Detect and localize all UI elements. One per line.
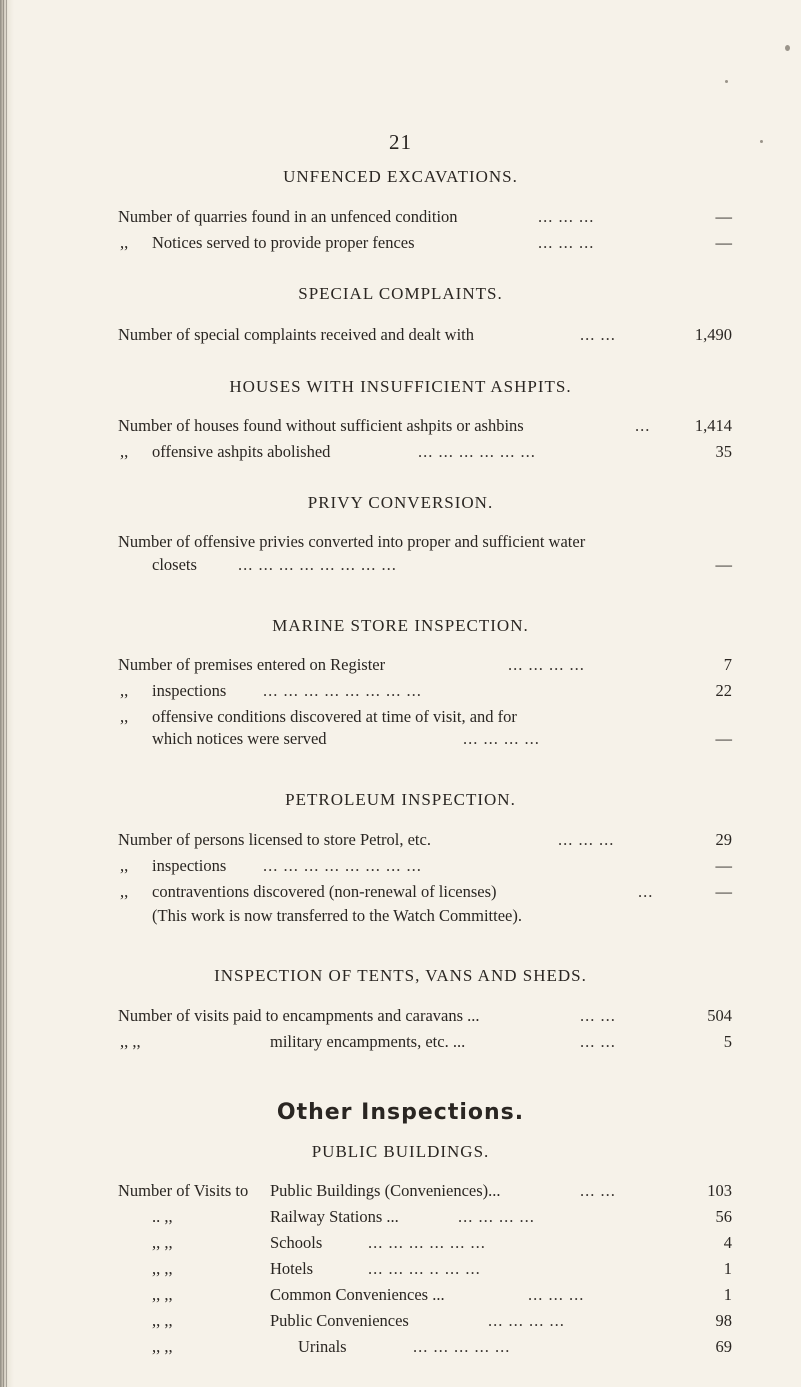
- leader-dots: ... ... ... ... ... ... ... ...: [263, 856, 422, 875]
- row-label: Notices served to provide proper fences: [152, 233, 415, 252]
- section-heading-marine: MARINE STORE INSPECTION.: [272, 616, 529, 635]
- note-row: [118, 905, 732, 927]
- ditto-mark: ,, ,,: [152, 1233, 173, 1252]
- row-value: —: [715, 555, 732, 574]
- row-label: Number of premises entered on Register: [118, 655, 386, 674]
- table-row: [118, 324, 732, 346]
- table-row: [118, 829, 732, 851]
- table-row: [118, 1336, 732, 1358]
- table-row: [118, 1310, 732, 1332]
- row-value: 7: [723, 655, 732, 674]
- leader-dots: ... ...: [580, 1032, 616, 1051]
- table-row: [118, 855, 732, 877]
- section-heading-privy: PRIVY CONVERSION.: [307, 493, 494, 512]
- row-value: —: [715, 729, 732, 748]
- leader-dots: ... ... ...: [538, 207, 595, 226]
- table-row: [118, 554, 732, 576]
- row-value: 4: [723, 1233, 732, 1252]
- page-number: 21: [389, 130, 412, 154]
- table-row: [118, 654, 732, 676]
- row-label: Number of visits paid to encampments and caravans ...: [118, 1006, 480, 1025]
- row-value: 35: [715, 442, 732, 461]
- section-heading-ashpits: HOUSES WITH INSUFFICIENT ASHPITS.: [229, 377, 572, 396]
- ditto-mark: ,,: [120, 707, 129, 726]
- row-value: 98: [715, 1311, 732, 1330]
- row-label: Number of special complaints received and dealt with: [118, 325, 474, 344]
- row-label: Common Conveniences ...: [270, 1285, 445, 1304]
- table-row: [118, 1232, 732, 1254]
- leader-dots: ...: [635, 416, 651, 435]
- row-value: 1: [723, 1259, 732, 1278]
- leader-dots: ... ... ... ... ... ... ... ...: [238, 555, 397, 574]
- row-label: Number of persons licensed to store Petrol, etc.: [118, 830, 431, 849]
- row-value: —: [715, 856, 732, 875]
- row-value: 29: [715, 830, 732, 849]
- ditto-mark: .. ,,: [152, 1207, 173, 1226]
- ditto-mark: ,, ,,: [152, 1285, 173, 1304]
- row-label-line-1: Number of offensive privies converted into proper and sufficient water: [118, 532, 586, 551]
- leader-dots: ... ... ...: [528, 1285, 585, 1304]
- other-inspections-title: Other Inspections.: [276, 1100, 525, 1125]
- row-label: Schools: [270, 1233, 323, 1252]
- row-value: 56: [715, 1207, 732, 1226]
- row-value: 103: [707, 1181, 732, 1200]
- section-heading-tents: INSPECTION OF TENTS, VANS AND SHEDS.: [214, 966, 587, 985]
- leader-dots: ... ... ...: [538, 233, 595, 252]
- ditto-mark: ,,: [120, 442, 129, 461]
- table-row: [118, 206, 732, 228]
- leader-dots: ... ... ... ... ... ... ... ...: [263, 681, 422, 700]
- paper-speck: [785, 45, 790, 51]
- row-label: Public Conveniences: [270, 1311, 409, 1330]
- ditto-mark: ,,: [120, 882, 129, 901]
- row-label: offensive ashpits abolished: [152, 442, 331, 461]
- ditto-mark: ,,: [120, 233, 129, 252]
- table-row: [118, 415, 732, 437]
- table-row: [118, 1005, 732, 1027]
- table-row: [118, 1258, 732, 1280]
- row-value: 22: [715, 681, 732, 700]
- row-value: 1,490: [694, 325, 732, 344]
- section-heading-petroleum: PETROLEUM INSPECTION.: [285, 790, 516, 809]
- row-label: Hotels: [270, 1259, 314, 1278]
- section-heading-unfenced: UNFENCED EXCAVATIONS.: [283, 167, 518, 186]
- row-label: Number of quarries found in an unfenced condition: [118, 207, 458, 226]
- ditto-mark: ,, ,,: [152, 1337, 173, 1356]
- table-row: [118, 881, 732, 903]
- leader-dots: ... ... ... ...: [508, 655, 585, 674]
- leader-dots: ... ... ... ...: [463, 729, 540, 748]
- leader-dots: ... ...: [580, 325, 616, 344]
- section-heading-special: SPECIAL COMPLAINTS.: [298, 284, 503, 303]
- row-value: 1,414: [694, 416, 732, 435]
- row-label: contraventions discovered (non-renewal of licenses): [152, 882, 497, 901]
- section-heading-public-buildings: PUBLIC BUILDINGS.: [311, 1142, 490, 1161]
- leader-dots: ... ... ... ... ...: [413, 1337, 511, 1356]
- table-row: [118, 728, 732, 750]
- ditto-mark: ,, ,,: [152, 1259, 173, 1278]
- row-value: 5: [723, 1032, 732, 1051]
- row-value: 504: [707, 1006, 732, 1025]
- row-label: Urinals: [298, 1337, 347, 1356]
- ditto-mark: ,,: [120, 681, 129, 700]
- row-label: inspections: [152, 856, 227, 875]
- leader-dots: ... ... ... ... ... ...: [418, 442, 536, 461]
- row-label-line-1: offensive conditions discovered at time of visit, and for: [152, 707, 517, 726]
- row-label: Railway Stations ...: [270, 1207, 399, 1226]
- leader-dots: ... ... ... ...: [458, 1207, 535, 1226]
- table-row: [118, 1180, 732, 1202]
- leader-dots: ... ... ... .. ... ...: [368, 1259, 481, 1278]
- row-value: 1: [723, 1285, 732, 1304]
- paper-speck: [725, 80, 728, 83]
- leader-dots: ... ... ... ... ... ...: [368, 1233, 486, 1252]
- table-row: [118, 531, 732, 553]
- leader-dots: ...: [638, 882, 654, 901]
- leader-dots: ... ... ...: [558, 830, 615, 849]
- row-label-line-2: which notices were served: [152, 729, 327, 748]
- ditto-mark: ,, ,,: [152, 1311, 173, 1330]
- transfer-note: (This work is now transferred to the Watch Committee).: [152, 906, 522, 925]
- table-row: [118, 1284, 732, 1306]
- row-label: Public Buildings (Conveniences)...: [270, 1181, 501, 1200]
- leader-dots: ... ... ... ...: [488, 1311, 565, 1330]
- table-row: [118, 1206, 732, 1228]
- page-binding-lines: [3, 0, 9, 1387]
- table-row: [118, 1031, 732, 1053]
- table-row: [118, 706, 732, 728]
- row-label: military encampments, etc. ...: [270, 1032, 466, 1051]
- ditto-mark: ,, ,,: [120, 1032, 141, 1051]
- row-label: Number of houses found without sufficient ashpits or ashbins: [118, 416, 524, 435]
- row-prefix: Number of Visits to: [118, 1181, 249, 1200]
- ditto-mark: ,,: [120, 856, 129, 875]
- row-value: 69: [715, 1337, 732, 1356]
- leader-dots: ... ...: [580, 1006, 616, 1025]
- row-value: —: [715, 882, 732, 901]
- row-value: —: [715, 233, 732, 252]
- row-value: —: [715, 207, 732, 226]
- table-row: [118, 232, 732, 254]
- row-label: inspections: [152, 681, 227, 700]
- leader-dots: ... ...: [580, 1181, 616, 1200]
- table-row: [118, 680, 732, 702]
- table-row: [118, 441, 732, 463]
- row-label-line-2: closets: [152, 555, 197, 574]
